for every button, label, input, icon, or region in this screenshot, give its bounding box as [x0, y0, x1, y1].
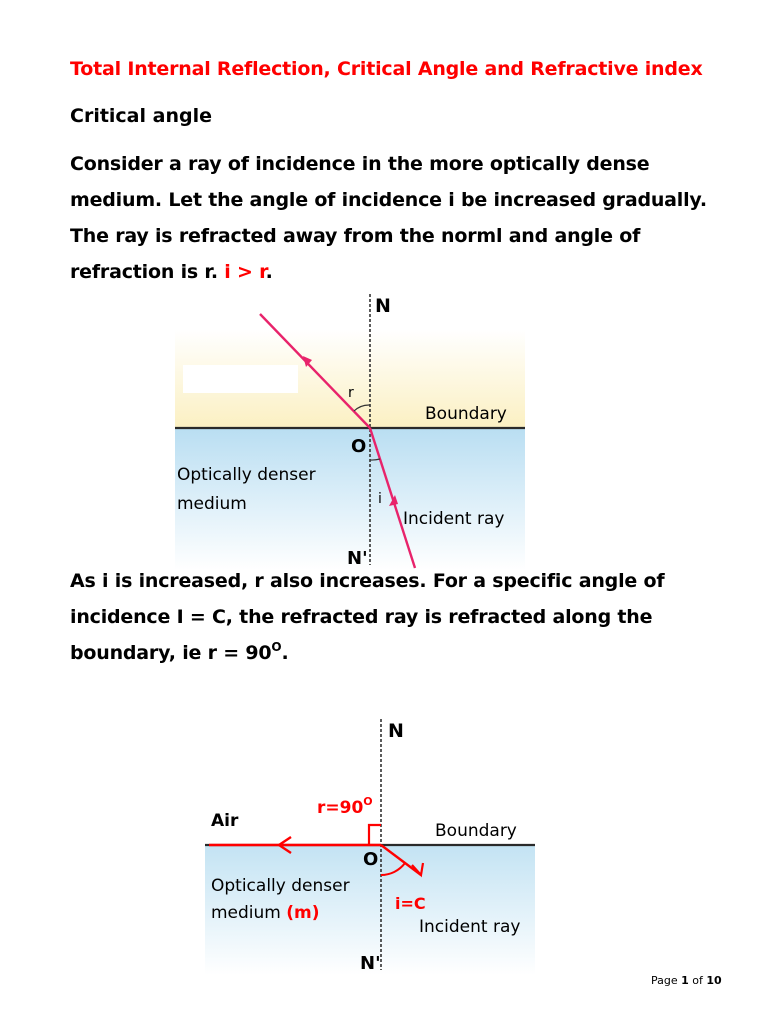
paragraph-2-line-1: As i is increased, r also increases. For a specific angle of	[70, 570, 665, 592]
of-label: of	[688, 974, 707, 987]
normal-label: N	[375, 295, 391, 317]
medium-label-line-2	[211, 903, 320, 923]
point-o-label: O	[351, 436, 367, 457]
page-number: 1	[681, 974, 689, 987]
paragraph-2-line-3	[70, 635, 664, 671]
boundary-label: Boundary	[425, 404, 507, 424]
r-90-text: r=90	[317, 798, 364, 818]
incident-ray-label: Incident ray	[419, 917, 521, 937]
normal-label: N	[388, 720, 404, 742]
degree-superscript: O	[271, 640, 282, 654]
paragraph-1-line-3: The ray is refracted away from the norml and angle of	[70, 225, 641, 247]
paragraph-1	[70, 146, 707, 290]
inequality-highlight: i > r	[224, 261, 266, 283]
page-footer	[651, 974, 722, 987]
medium-label-text: medium	[211, 903, 287, 923]
paragraph-2-line-3-end: .	[281, 642, 289, 664]
critical-angle-label: i=C	[395, 894, 426, 913]
normal-prime-label: N'	[347, 548, 368, 569]
paragraph-1-line-4	[70, 254, 707, 290]
point-o-label: O	[363, 849, 379, 870]
paragraph-1-line-1: Consider a ray of incidence in the more optically dense	[70, 153, 650, 175]
incident-ray-label: Incident ray	[403, 509, 505, 529]
medium-label-line-2: medium	[177, 494, 247, 514]
normal-prime-label: N'	[360, 953, 381, 974]
angle-i-label: i	[378, 491, 382, 507]
paragraph-2-line-3-text: boundary, ie r = 90	[70, 642, 272, 664]
page-label: Page	[651, 974, 682, 987]
page-total: 10	[706, 974, 722, 987]
refraction-diagram	[175, 290, 525, 570]
paragraph-2-line-2: incidence I = C, the refracted ray is refracted along the	[70, 606, 653, 628]
paragraph-1-line-2: medium. Let the angle of incidence i be increased gradually.	[70, 189, 707, 211]
boundary-label: Boundary	[435, 821, 517, 841]
angle-r-label: r	[348, 385, 354, 401]
blank-label-patch	[183, 365, 298, 393]
r-90-degree: O	[363, 795, 373, 808]
medium-symbol-m: (m)	[286, 903, 320, 923]
medium-label-line-1: Optically denser	[177, 465, 316, 485]
section-heading: Critical angle	[70, 105, 212, 127]
r-90-label	[317, 795, 373, 818]
medium-label-line-1: Optically denser	[211, 876, 350, 896]
right-angle-marker	[369, 825, 381, 845]
critical-angle-diagram	[205, 715, 535, 975]
page-title: Total Internal Reflection, Critical Angle and Refractive index	[70, 58, 703, 80]
paragraph-2	[70, 563, 664, 671]
air-label: Air	[211, 811, 239, 831]
paragraph-1-line-4-end: .	[265, 261, 273, 283]
paragraph-1-line-4-text: refraction is r.	[70, 261, 225, 283]
